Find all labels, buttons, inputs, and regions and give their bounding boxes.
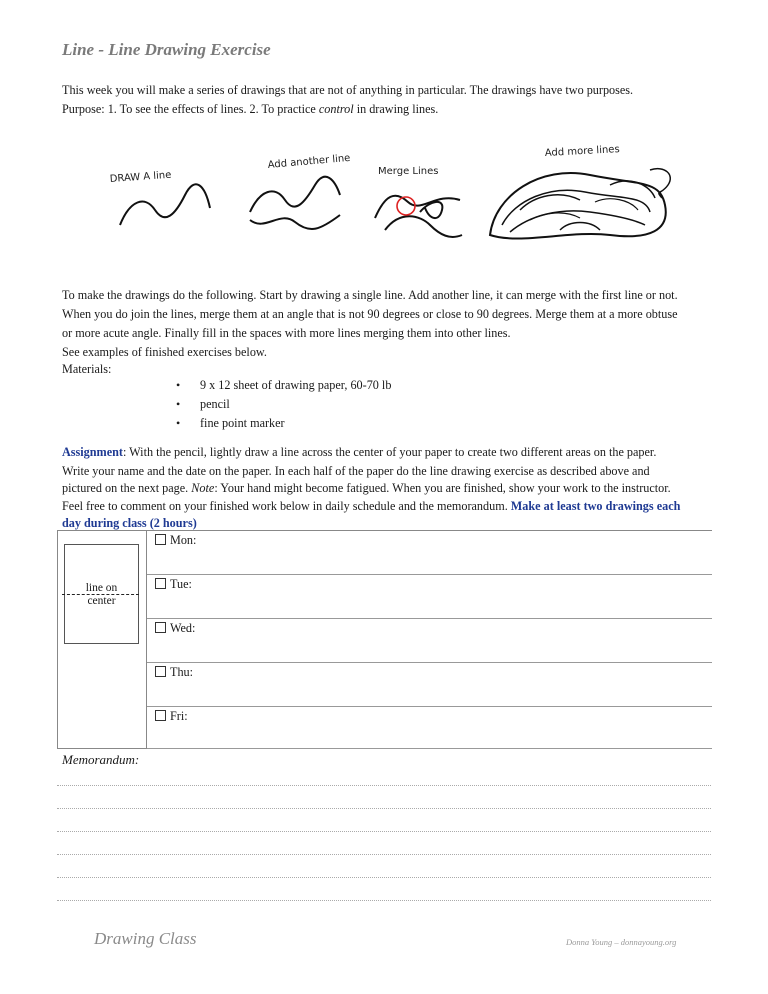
paper-diagram	[64, 544, 139, 644]
paper-label-line-1: line on	[85, 582, 118, 594]
sketch-draw-a-line	[109, 170, 210, 225]
sketch-label-add-another-line: Add another line	[267, 152, 351, 171]
checkbox-wed[interactable]	[155, 622, 166, 633]
materials-list	[176, 376, 391, 433]
sketch-add-more-lines	[490, 144, 670, 238]
schedule-row-mon	[147, 531, 712, 575]
intro-line-2	[62, 100, 438, 119]
page-title: Line - Line Drawing Exercise	[62, 40, 271, 59]
instruction-line-1: To make the drawings do the following. Start by drawing a single line. Add another line, it can merge with the first line or not.	[62, 288, 678, 302]
memo-line	[57, 785, 711, 786]
checkbox-fri[interactable]	[155, 710, 166, 721]
intro-line-1: This week you will make a series of drawings that are not of anything in particular. The drawings have two purposes.	[62, 83, 634, 97]
memo-line	[57, 854, 711, 855]
footer-credit: Donna Young – donnayoung.org	[566, 937, 677, 947]
daily-schedule	[57, 530, 712, 749]
center-line	[62, 594, 139, 595]
instruction-line-4: See examples of finished exercises below.	[62, 345, 267, 359]
material-item: • pencil	[176, 395, 391, 414]
paper-label	[65, 582, 138, 608]
footer-title: Drawing Class	[94, 929, 197, 948]
assignment-text: : With the pencil, lightly draw a line across the center of your paper to create two different areas on the paper.	[122, 445, 657, 459]
memo-line	[57, 877, 711, 878]
schedule-row-thu	[147, 663, 712, 707]
requirement-text-end: day during class (2 hours)	[62, 516, 197, 530]
assignment-line-3	[62, 479, 671, 498]
paper-label-line-2: center	[87, 595, 116, 607]
assignment-text: pictured on the next page.	[62, 481, 192, 495]
memo-line	[57, 831, 711, 832]
example-sketches	[90, 140, 690, 255]
day-label: Thu:	[170, 665, 194, 679]
schedule-row-fri	[147, 707, 712, 749]
control-emphasis: control	[318, 102, 354, 116]
day-label: Fri:	[170, 709, 188, 723]
note-label: Note	[191, 481, 215, 495]
memo-line	[57, 900, 711, 901]
sketch-merge-lines	[375, 166, 462, 237]
purpose-text-end: in drawing lines.	[353, 102, 439, 116]
schedule-row-tue	[147, 575, 712, 619]
checkbox-mon[interactable]	[155, 534, 166, 545]
day-label: Wed:	[170, 621, 196, 635]
memorandum-label: Memorandum:	[62, 752, 140, 767]
material-item: • 9 x 12 sheet of drawing paper, 60-70 lb	[176, 376, 391, 395]
schedule-row-wed	[147, 619, 712, 663]
assignment-text: : Your hand might become fatigued. When you are finished, show your work to the instructor.	[214, 481, 671, 495]
assignment-label: Assignment	[62, 445, 123, 459]
assignment-line-1	[62, 443, 656, 462]
instruction-line-2: When you do join the lines, merge them at an angle that is not 90 degrees or close to 90 degrees. Merge them at a more obtuse	[62, 307, 678, 321]
sketch-add-another-line	[250, 153, 351, 229]
sketch-label-draw-a-line: DRAW A line	[109, 169, 172, 185]
day-label: Tue:	[170, 577, 192, 591]
checkbox-tue[interactable]	[155, 578, 166, 589]
material-item: • fine point marker	[176, 414, 391, 433]
assignment-line-2: Write your name and the date on the paper. In each half of the paper do the line drawing exercise as described above and	[62, 464, 650, 478]
memo-line	[57, 808, 711, 809]
sketch-label-merge-lines: Merge Lines	[378, 166, 439, 177]
requirement-text: Make at least two drawings each	[510, 499, 681, 513]
day-label: Mon:	[170, 533, 197, 547]
purpose-text: Purpose: 1. To see the effects of lines. 2. To practice	[62, 102, 319, 116]
materials-label: Materials:	[62, 362, 112, 376]
assignment-text: Feel free to comment on your finished work below in daily schedule and the memorandum.	[62, 499, 511, 513]
checkbox-thu[interactable]	[155, 666, 166, 677]
sketch-label-add-more-lines: Add more lines	[544, 144, 620, 159]
instruction-line-3: or more acute angle. Finally fill in the spaces with more lines merging them into other lines.	[62, 326, 511, 340]
